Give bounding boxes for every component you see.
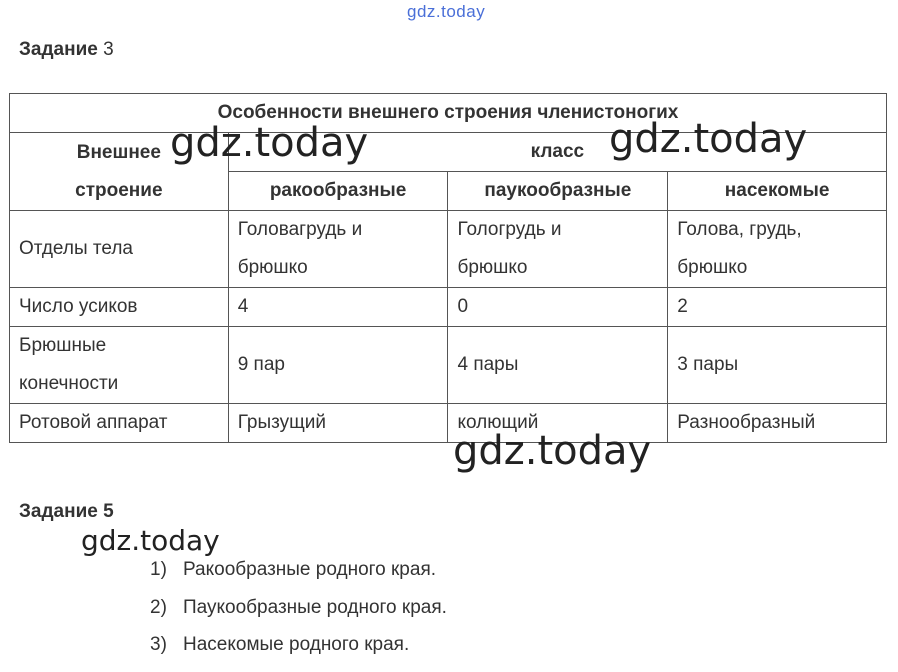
arthropods-table — [9, 93, 887, 443]
table-cell — [448, 211, 668, 288]
table-row — [10, 327, 887, 404]
table-row — [10, 211, 887, 288]
table-cell — [668, 211, 887, 288]
list-item-text: Паукообразные родного края. — [183, 596, 447, 618]
task-3-number: 3 — [103, 39, 114, 60]
cell-line: Головагрудь и — [237, 219, 363, 240]
list-item — [150, 591, 447, 629]
cell-line: брюшко — [237, 257, 308, 278]
list-item — [150, 553, 447, 591]
row-label-line2: конечности — [19, 373, 119, 394]
cell-line: Голова, грудь, — [677, 219, 802, 240]
list-item-number: 1) — [150, 559, 167, 580]
row-label-body-parts: Отделы тела — [10, 211, 229, 288]
top-watermark: gdz.today — [407, 2, 486, 21]
table-title-row — [10, 94, 887, 133]
header-arachnids: паукообразные — [448, 172, 668, 211]
table-cell: 9 пар — [228, 327, 448, 404]
table-cell: Грызущий — [228, 404, 448, 443]
table-cell: 0 — [448, 288, 668, 327]
watermark-2: gdz.today — [609, 116, 808, 162]
cell-line: брюшко — [457, 257, 528, 278]
list-item — [150, 628, 447, 666]
table-cell: колющий — [448, 404, 668, 443]
list-item-text: Ракообразные родного края. — [183, 559, 437, 580]
table-cell: 2 — [668, 288, 887, 327]
row-label-antennae: Число усиков — [10, 288, 229, 327]
watermark-1: gdz.today — [170, 120, 369, 166]
task-5-list — [150, 553, 447, 666]
task-3-heading — [19, 39, 114, 61]
header-external-structure-line2: строение — [75, 179, 163, 201]
header-class: класс — [228, 133, 886, 172]
header-external-structure-line1: Внешнее — [76, 141, 161, 163]
task-5-word: Задание 5 — [19, 501, 114, 522]
table-header-row-1 — [10, 133, 887, 172]
table-cell — [228, 211, 448, 288]
cell-line: Гологрудь и — [457, 219, 562, 240]
task-5-heading — [19, 501, 114, 523]
table-cell: 3 пары — [668, 327, 887, 404]
watermark-3: gdz.today — [453, 428, 652, 474]
row-label-mouthparts: Ротовой аппарат — [10, 404, 229, 443]
table-cell: Разнообразный — [668, 404, 887, 443]
cell-line: брюшко — [677, 257, 748, 278]
watermark-4: gdz.today — [81, 524, 220, 557]
table-cell: 4 — [228, 288, 448, 327]
header-insects: насекомые — [668, 172, 887, 211]
list-item-number: 3) — [150, 634, 167, 655]
row-label-line1: Брюшные — [19, 335, 107, 356]
list-item-number: 2) — [150, 596, 167, 618]
table-row — [10, 404, 887, 443]
table-title: Особенности внешнего строения членистоногих — [10, 94, 887, 133]
task-3-word: Задание — [19, 39, 98, 60]
header-crustaceans: ракообразные — [228, 172, 448, 211]
table-row — [10, 288, 887, 327]
header-external-structure — [10, 133, 229, 211]
list-item-text: Насекомые родного края. — [183, 634, 410, 655]
table-cell: 4 пары — [448, 327, 668, 404]
row-label-abdominal-limbs — [10, 327, 229, 404]
